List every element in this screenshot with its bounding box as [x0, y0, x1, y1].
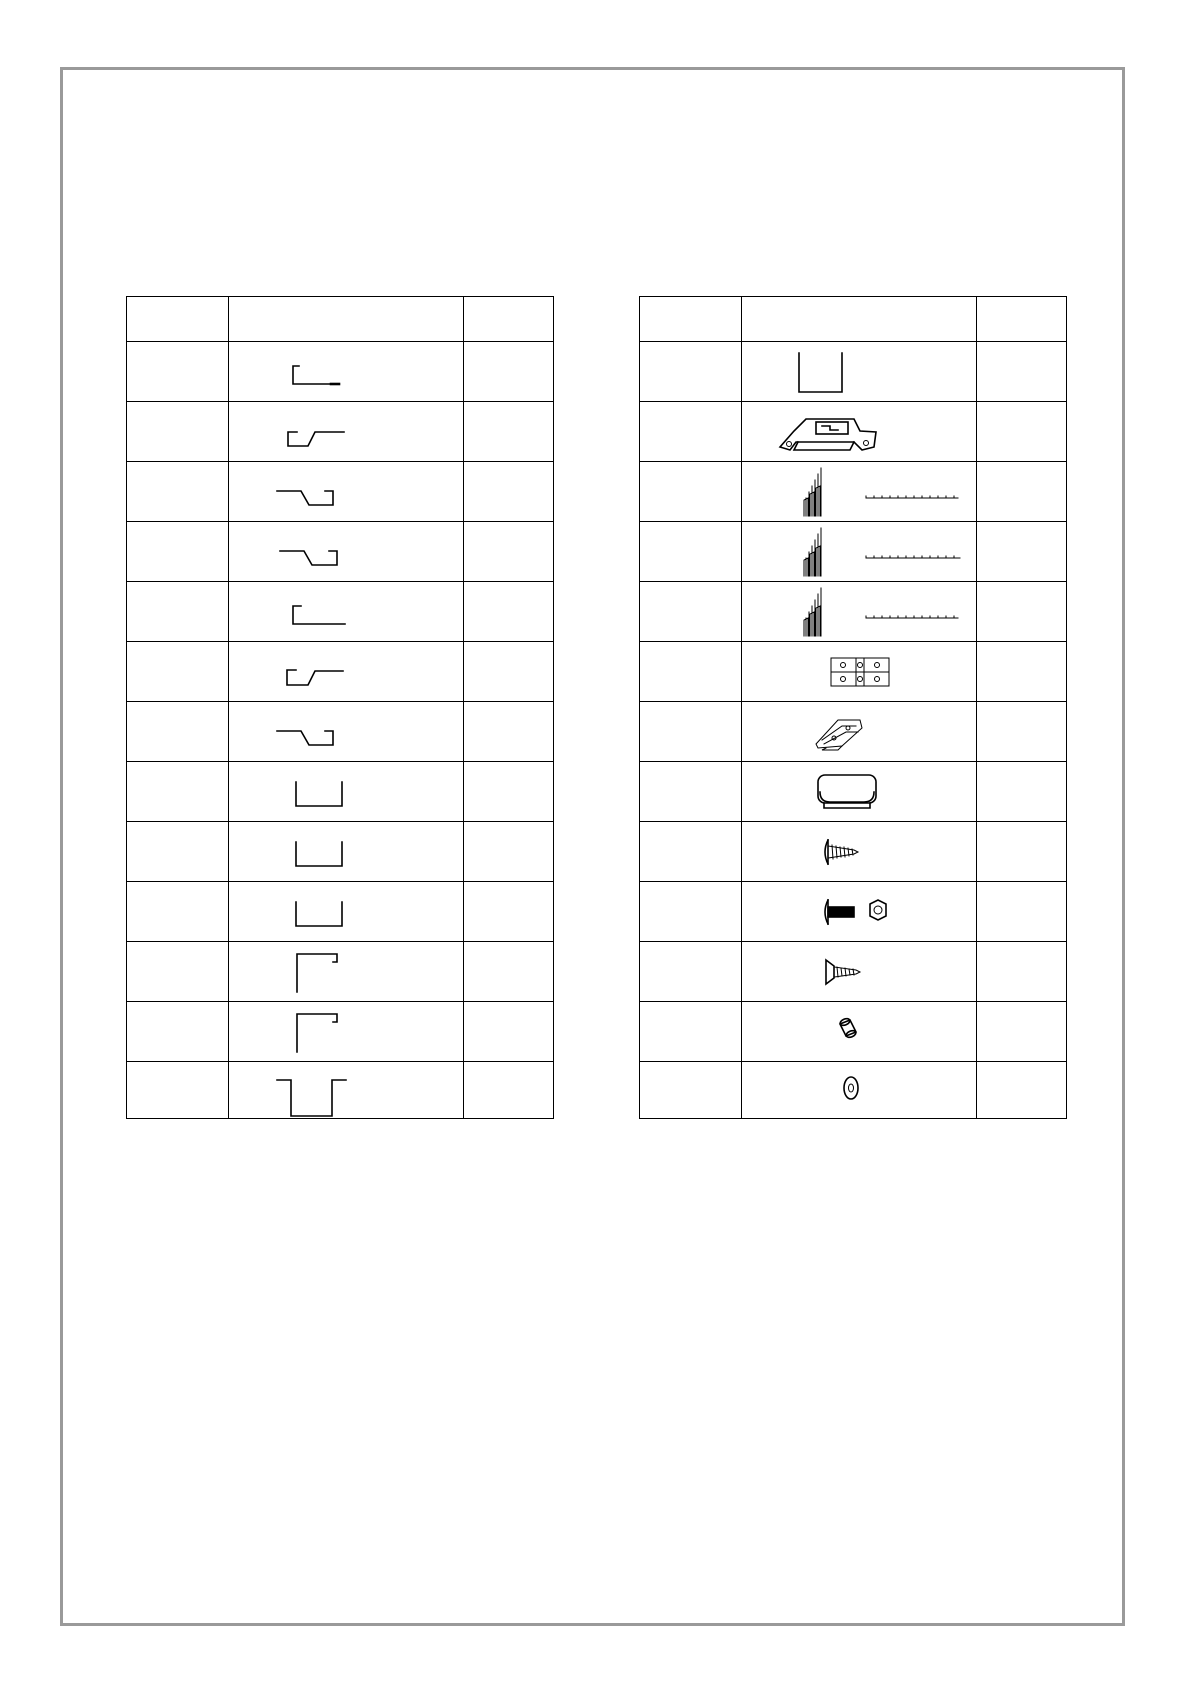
bolt-and-nut-icon [742, 882, 976, 941]
table-row [640, 522, 1067, 582]
parts-table-right [639, 296, 1067, 1119]
table-row [127, 762, 554, 822]
table-row [127, 642, 554, 702]
code-cell [127, 582, 229, 642]
table-row [640, 882, 1067, 942]
code-cell [127, 702, 229, 762]
picture-cell [742, 582, 977, 642]
u-rod-c-icon [229, 882, 463, 941]
qty-cell [463, 462, 553, 522]
u-rod-a-icon [229, 762, 463, 821]
table-row [640, 642, 1067, 702]
picture-cell [742, 1002, 977, 1062]
qty-cell [976, 462, 1066, 522]
rod-shape-e-icon [229, 582, 463, 641]
qty-cell [976, 702, 1066, 762]
picture-cell [229, 822, 464, 882]
table-row [127, 1062, 554, 1119]
code-cell [640, 762, 742, 822]
code-cell [640, 642, 742, 702]
code-cell [640, 342, 742, 402]
code-cell [640, 822, 742, 882]
table-row [640, 762, 1067, 822]
code-cell [127, 522, 229, 582]
code-cell [640, 702, 742, 762]
table-row [640, 402, 1067, 462]
code-cell [127, 882, 229, 942]
header-code-cell [640, 297, 742, 342]
qty-cell [976, 1002, 1066, 1062]
picture-cell [742, 522, 977, 582]
table-row [127, 522, 554, 582]
qty-cell [976, 882, 1066, 942]
code-cell [640, 882, 742, 942]
picture-cell [742, 342, 977, 402]
foot-pad-icon [742, 762, 976, 821]
picture-cell [229, 762, 464, 822]
l-rod-a-icon [229, 942, 463, 1001]
u-clip-icon [742, 342, 976, 401]
picture-cell [229, 642, 464, 702]
rod-shape-b-icon [229, 402, 463, 461]
qty-cell [976, 762, 1066, 822]
table-row [127, 942, 554, 1002]
code-cell [127, 762, 229, 822]
picture-cell [229, 1062, 464, 1119]
table-row [640, 1062, 1067, 1119]
table-header-row [640, 297, 1067, 342]
header-picture-cell [229, 297, 464, 342]
shelf-pin-strip-a-icon [742, 462, 976, 521]
table-row [640, 342, 1067, 402]
rod-shape-g-icon [229, 702, 463, 761]
countersunk-screw-icon [742, 942, 976, 1001]
code-cell [127, 1002, 229, 1062]
code-cell [127, 1062, 229, 1119]
picture-cell [742, 882, 977, 942]
code-cell [640, 462, 742, 522]
picture-cell [742, 462, 977, 522]
wood-dowel-icon [742, 1002, 976, 1061]
code-cell [127, 402, 229, 462]
picture-cell [742, 702, 977, 762]
code-cell [127, 642, 229, 702]
picture-cell [229, 702, 464, 762]
qty-cell [976, 942, 1066, 1002]
shelf-pin-strip-c-icon [742, 582, 976, 641]
u-rod-b-icon [229, 822, 463, 881]
qty-cell [976, 822, 1066, 882]
picture-cell [742, 762, 977, 822]
qty-cell [976, 402, 1066, 462]
picture-cell [229, 462, 464, 522]
qty-cell [463, 582, 553, 642]
table-row [127, 462, 554, 522]
l-rod-b-icon [229, 1002, 463, 1061]
code-cell [127, 942, 229, 1002]
pan-head-screw-icon [742, 822, 976, 881]
header-code-cell [127, 297, 229, 342]
rod-shape-d-icon [229, 522, 463, 581]
shelf-pin-strip-b-icon [742, 522, 976, 581]
qty-cell [463, 762, 553, 822]
header-qty-cell [463, 297, 553, 342]
qty-cell [463, 1002, 553, 1062]
picture-cell [229, 1002, 464, 1062]
table-row [127, 1002, 554, 1062]
hat-rod-icon [229, 1062, 463, 1118]
qty-cell [976, 1062, 1066, 1119]
qty-cell [463, 822, 553, 882]
code-cell [640, 1002, 742, 1062]
table-row [640, 702, 1067, 762]
qty-cell [976, 582, 1066, 642]
picture-cell [229, 582, 464, 642]
code-cell [640, 1062, 742, 1119]
bracket-plate-icon [742, 402, 976, 461]
code-cell [127, 342, 229, 402]
header-qty-cell [976, 297, 1066, 342]
table-row [127, 822, 554, 882]
header-picture-cell [742, 297, 977, 342]
hinge-icon [742, 642, 976, 701]
parts-table-left [126, 296, 554, 1119]
table-row [640, 822, 1067, 882]
picture-cell [229, 402, 464, 462]
rod-shape-f-icon [229, 642, 463, 701]
corner-bracket-icon [742, 702, 976, 761]
picture-cell [229, 942, 464, 1002]
picture-cell [742, 822, 977, 882]
qty-cell [463, 402, 553, 462]
qty-cell [463, 942, 553, 1002]
qty-cell [463, 342, 553, 402]
washer-icon [742, 1062, 976, 1118]
picture-cell [742, 402, 977, 462]
table-row [640, 1002, 1067, 1062]
picture-cell [742, 942, 977, 1002]
picture-cell [229, 342, 464, 402]
code-cell [640, 402, 742, 462]
rod-shape-c-icon [229, 462, 463, 521]
table-row [640, 462, 1067, 522]
code-cell [127, 822, 229, 882]
table-row [640, 942, 1067, 1002]
qty-cell [976, 342, 1066, 402]
table-row [127, 882, 554, 942]
code-cell [127, 462, 229, 522]
table-row [640, 582, 1067, 642]
table-header-row [127, 297, 554, 342]
code-cell [640, 522, 742, 582]
qty-cell [463, 1062, 553, 1119]
code-cell [640, 942, 742, 1002]
picture-cell [742, 642, 977, 702]
qty-cell [463, 882, 553, 942]
qty-cell [463, 642, 553, 702]
qty-cell [976, 642, 1066, 702]
table-row [127, 402, 554, 462]
qty-cell [463, 702, 553, 762]
qty-cell [976, 522, 1066, 582]
code-cell [640, 582, 742, 642]
picture-cell [229, 522, 464, 582]
picture-cell [229, 882, 464, 942]
picture-cell [742, 1062, 977, 1119]
table-row [127, 702, 554, 762]
table-row [127, 342, 554, 402]
rod-shape-a-icon [229, 342, 463, 401]
qty-cell [463, 522, 553, 582]
table-row [127, 582, 554, 642]
